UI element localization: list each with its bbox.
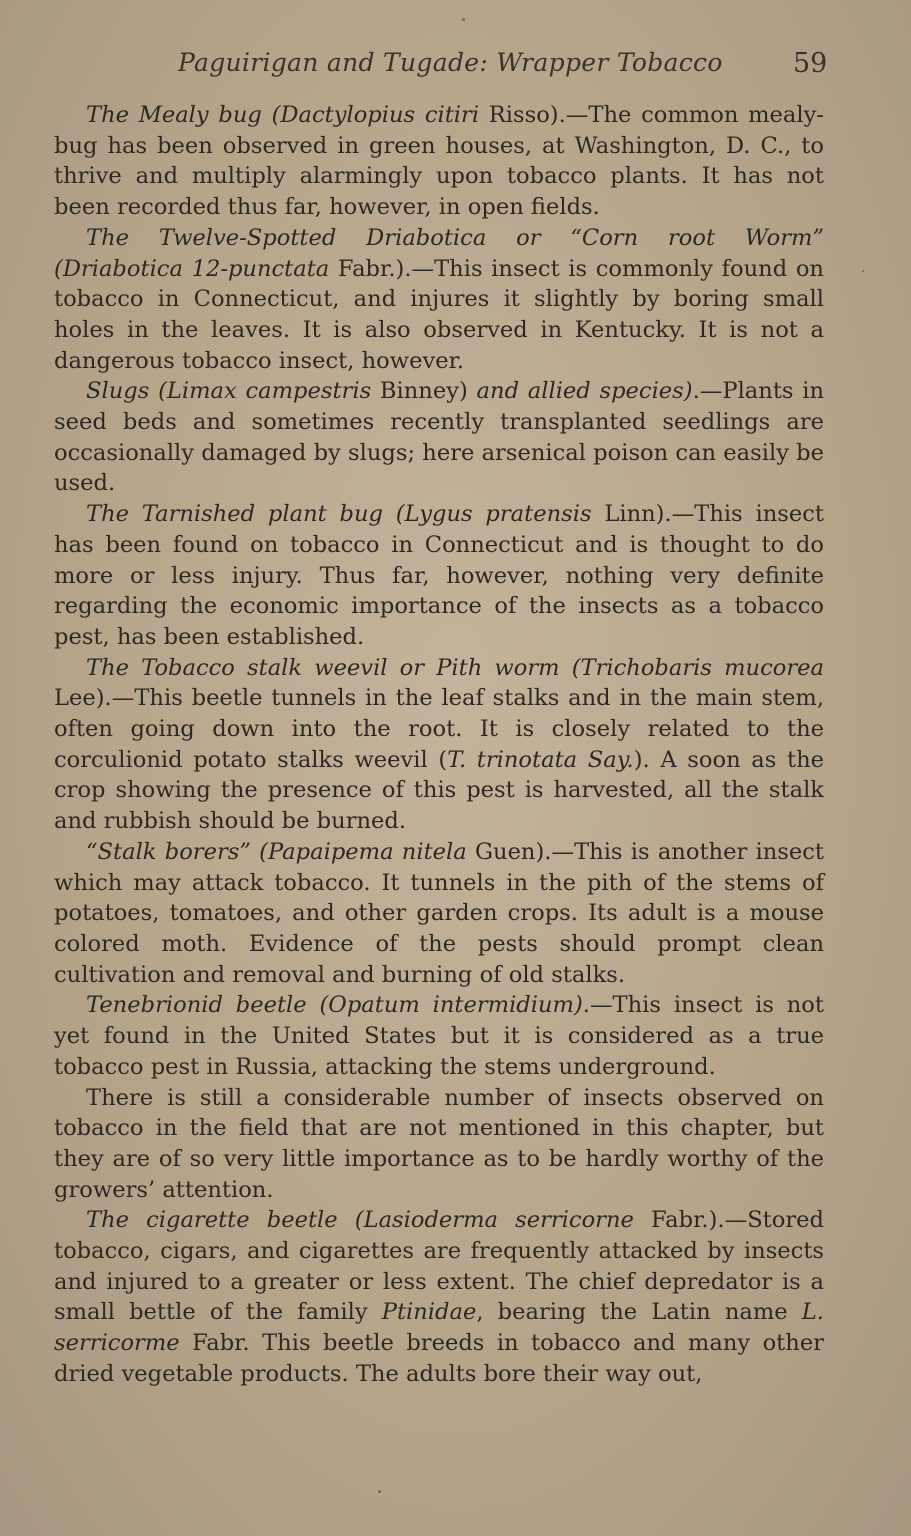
paragraph-slugs [54,376,824,499]
common-name: The Mealy bug [86,102,262,128]
paragraph-body-part: T. trinotata Say. [447,746,634,773]
paragraph-body-part: —This beetle tunnels in the leaf stalks and in the main stem, often going down into the root. It is closely related to the corculionid potato stalks weevil ( [54,685,824,773]
author-citation: Linn). [591,501,672,528]
paragraph-twelve-spotted-driabotica [54,223,824,377]
common-name: The Twelve-Spotted Driabotica or “Corn root Worm” [86,224,824,251]
paper-speck [378,1490,381,1493]
author-citation: Binney) [371,378,477,405]
paragraph-body-part: —Stored tobacco, cigars, and cigarettes are frequently attacked by insects and injured to a greater or less extent. The chief depredator is a small bettle of the family [54,1207,824,1326]
author-citation: Lee). [54,685,112,712]
paragraph-body-part: Ptinidae [381,1299,477,1326]
scientific-name: (Lygus pratensis [383,501,592,528]
paragraph-body: —This is another insect which may attack tobacco. It tunnels in the pith of the stems of potatoes, tomatoes, and other garden crops. Its adult is a mouse colored moth. Evidence of the pests should prompt clean cultivation and removal and burning of old stalks. [54,838,824,988]
author-citation: Risso). [479,102,566,128]
paragraph-body-part: Fabr. This beetle breeds in tobacco and many other dried vegetable products. The adults bore their way out, [54,1330,824,1387]
paragraph-body: .—Plants in seed beds and sometimes recently transplanted seedlings are occasionally damaged by slugs; here arsenical poison can easily be used. [54,378,825,497]
running-title: Paguirigan and Tugade: Wrapper Tobacco [178,48,723,77]
paragraph-cigarette-beetle [54,1205,824,1389]
scientific-name: (Driabotica 12-punctata [54,255,330,282]
body-text [54,100,824,1390]
common-name: The Tobacco stalk weevil or Pith worm [86,654,560,681]
author-citation: Fabr.). [633,1207,725,1234]
paragraph-tenebrionid-beetle [54,990,824,1082]
allied-species: and allied species) [476,378,693,405]
paragraph-body: .—This insect is not yet found in the United States but it is considered as a true tobacco pest in Russia, attacking the stems underground. [54,992,824,1080]
common-name: Slugs [86,378,150,405]
author-citation: Fabr.). [329,255,412,282]
paper-speck [862,270,864,272]
paragraph-body-part: ). A soon as the crop showing the presence of this pest is harvested, all the stalk and rubbish should be burned. [54,746,824,835]
page-header [0,44,911,84]
common-name: The cigarette beetle [86,1207,338,1234]
scientific-name: (Opatum intermidium) [306,992,583,1019]
scientific-name: (Dactylopius citiri [271,102,480,128]
paper-speck [462,18,465,21]
paragraph-body-part: L. serricorme [54,1299,824,1357]
paragraph-body: —The common mealy-bug has been observed in green houses, at Washington, D. C., to thrive and multiply alarmingly upon tobacco plants. It has not been recorded thus far, however, in open fields. [54,102,824,221]
scientific-name: (Limax campestris [149,378,372,405]
common-name: “Stalk borers” [86,838,251,865]
paragraph-body: —This insect is commonly found on tobacco in Connecticut, and injures it slightly by boring small holes in the leaves. It is also observed in Kentucky. It is not a dangerous tobacco insect, however. [54,255,824,374]
common-name: Tenebrionid beetle [86,992,307,1019]
scientific-name: (Lasioderma serricorne [337,1207,634,1234]
paragraph-mealy-bug [54,100,824,223]
common-name: The Tarnished plant bug [86,501,383,528]
page-number: 59 [793,48,828,79]
paragraph-body: —This insect has been found on tobacco in Connecticut and is thought to do more or less injury. Thus far, however, nothing very definite regarding the economic importance of the insects as a tobacco pest, has been established. [54,501,824,650]
paragraph-other-insects [54,1083,824,1206]
paragraph-body-part: , bearing the Latin name [476,1299,802,1326]
scientific-name: (Trichobaris mucorea [559,654,824,681]
paragraph-tobacco-stalk-weevil [54,653,824,837]
scientific-name: (Papaipema nitela [250,838,467,865]
author-citation: Guen). [466,838,552,865]
paragraph-stalk-borers [54,837,824,991]
paragraph-tarnished-plant-bug [54,499,824,653]
paragraph-body: There is still a considerable number of insects observed on tobacco in the field that are not mentioned in this chapter, but they are of so very little importance as to be hardly worthy of the growers’ attention. [54,1084,824,1203]
